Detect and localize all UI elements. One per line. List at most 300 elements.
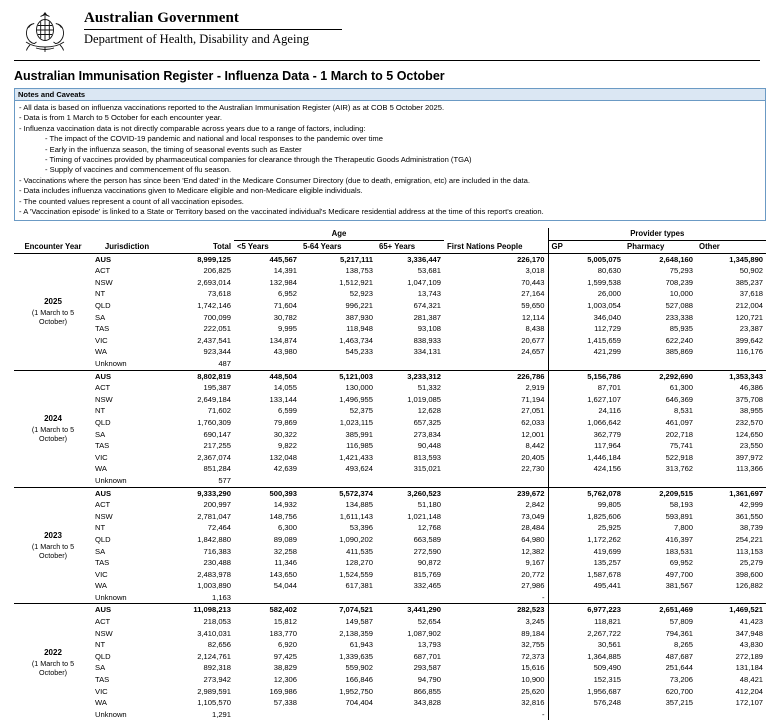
pharmacy-cell: 75,293	[669, 266, 694, 276]
under5-cell: 132,984	[269, 277, 297, 287]
first-nations-cell: 8,442	[525, 441, 545, 451]
pharmacy-cell: 794,361	[665, 628, 694, 638]
first-nations-cell: 22,730	[521, 464, 545, 474]
jurisdiction-cell: ACT	[95, 500, 111, 510]
first-nations-cell: 70,443	[521, 277, 545, 287]
table-row	[14, 709, 766, 721]
age65plus-cell: 343,828	[413, 698, 442, 708]
table-row	[14, 604, 766, 616]
first-nations-cell: 27,051	[521, 406, 545, 416]
age65plus-cell: 12,768	[417, 523, 442, 533]
first-nations-cell: 62,033	[521, 417, 545, 427]
total-cell: 11,098,213	[162, 604, 234, 616]
age65plus-cell: 273,834	[413, 429, 442, 439]
age5to64-cell: 559,902	[345, 663, 373, 673]
year-range: (1 March to 5 October)	[31, 541, 75, 561]
note-line: - The impact of the COVID-19 pandemic and national and local responses to the pandemic over time	[45, 134, 383, 144]
jurisdiction-cell: WA	[95, 698, 107, 708]
table-row	[14, 639, 766, 651]
table-row	[14, 569, 766, 581]
first-nations-cell: 32,755	[521, 640, 545, 650]
gp-cell: 5,156,786	[548, 370, 624, 382]
under5-cell: 71,604	[273, 301, 297, 311]
pharmacy-cell: 75,741	[669, 441, 694, 451]
under5-cell: 9,822	[277, 441, 297, 451]
pharmacy-cell: 2,648,160	[624, 253, 696, 265]
other-cell: 212,004	[735, 301, 764, 311]
jurisdiction-cell: SA	[95, 663, 106, 673]
gp-cell	[548, 592, 624, 604]
under5-cell: 6,300	[277, 523, 297, 533]
total-cell: 72,464	[207, 523, 231, 533]
total-cell: 2,989,591	[197, 686, 231, 696]
age5to64-cell: 53,396	[349, 523, 373, 533]
group-header-age: Age	[234, 228, 444, 240]
jurisdiction-cell: SA	[95, 546, 106, 556]
page-title: Australian Immunisation Register - Influenza Data - 1 March to 5 October	[14, 69, 445, 83]
note-line: - Early in the influenza season, the timing of seasonal events such as Easter	[45, 144, 302, 154]
total-cell: 923,344	[203, 347, 231, 357]
jurisdiction-cell: WA	[95, 464, 107, 474]
column-header-encounter-year: Encounter Year	[14, 241, 92, 254]
jurisdiction-cell: TAS	[95, 441, 110, 451]
table-column-header-row	[14, 241, 766, 254]
jurisdiction-cell: Unknown	[95, 359, 127, 368]
year-value: 2024	[44, 414, 62, 424]
jurisdiction-cell: QLD	[95, 417, 111, 427]
gp-cell: 1,364,885	[548, 651, 624, 663]
age65plus-cell: 332,465	[413, 581, 442, 591]
age5to64-cell	[300, 358, 376, 370]
total-cell: 716,383	[203, 546, 231, 556]
age65plus-cell: 53,681	[417, 266, 442, 276]
age65plus-cell: 93,108	[417, 324, 442, 334]
age5to64-cell	[300, 709, 376, 721]
spacer-cell	[14, 228, 92, 240]
gp-cell: 362,779	[548, 429, 624, 441]
age5to64-cell: 1,090,202	[339, 534, 373, 544]
gp-cell: 5,762,078	[548, 487, 624, 499]
first-nations-cell: 2,842	[525, 500, 545, 510]
table-row	[14, 312, 766, 324]
government-title: Australian Government	[84, 10, 240, 26]
table-row	[14, 522, 766, 534]
table-row	[14, 429, 766, 441]
header-divider	[14, 60, 760, 61]
first-nations-cell: 226,786	[444, 370, 548, 382]
pharmacy-cell: 497,700	[665, 569, 694, 579]
gp-cell: 25,925	[548, 522, 624, 534]
other-cell: 397,972	[735, 452, 764, 462]
pharmacy-cell: 2,651,469	[624, 604, 696, 616]
total-cell: 82,656	[207, 640, 231, 650]
under5-cell: 132,048	[269, 452, 297, 462]
other-cell: 25,279	[739, 558, 764, 568]
table-row	[14, 440, 766, 452]
gp-cell: 87,701	[548, 382, 624, 394]
under5-cell	[234, 475, 300, 487]
total-cell: 195,387	[203, 383, 231, 393]
under5-cell: 38,829	[273, 663, 297, 673]
under5-cell: 500,393	[234, 487, 300, 499]
wordmark-divider	[84, 29, 342, 30]
other-cell: 1,469,521	[696, 604, 766, 616]
first-nations-cell: 27,164	[521, 289, 545, 299]
spacer-cell	[444, 228, 548, 240]
first-nations-cell: 3,018	[525, 266, 545, 276]
note-line: - All data is based on influenza vaccinations reported to the Australian Immunisation Register (AIR) as at COB 5 October 2025.	[19, 103, 445, 112]
age5to64-cell: 545,233	[345, 347, 373, 357]
first-nations-cell: 73,049	[521, 511, 545, 521]
age5to64-cell: 52,923	[349, 289, 373, 299]
other-cell: 399,642	[735, 335, 764, 345]
total-cell: 230,488	[203, 558, 231, 568]
first-nations-cell: 71,194	[521, 394, 545, 404]
gp-cell: 99,805	[548, 499, 624, 511]
pharmacy-cell: 69,952	[669, 558, 694, 568]
under5-cell: 89,089	[273, 534, 297, 544]
jurisdiction-cell: ACT	[95, 266, 111, 276]
spacer-cell	[92, 228, 162, 240]
gp-cell: 509,490	[548, 662, 624, 674]
jurisdiction-cell: VIC	[95, 569, 108, 579]
pharmacy-cell: 461,097	[665, 417, 694, 427]
table-row	[14, 616, 766, 628]
note-line: - Vaccinations where the person has since been 'End dated' in the Medicare Consumer Directory (due to death, emigration, etc) are included in the data.	[19, 175, 530, 185]
table-row	[14, 499, 766, 511]
table-row	[14, 592, 766, 604]
pharmacy-cell: 8,531	[674, 406, 694, 416]
under5-cell: 143,650	[269, 569, 297, 579]
jurisdiction-cell: WA	[95, 347, 107, 357]
age5to64-cell: 385,991	[345, 429, 373, 439]
total-cell: 71,602	[207, 406, 231, 416]
gp-cell: 1,172,262	[548, 534, 624, 546]
age5to64-cell: 617,381	[345, 581, 373, 591]
total-cell: 73,618	[207, 289, 231, 299]
age65plus-cell: 315,021	[413, 464, 442, 474]
age65plus-cell: 3,441,290	[376, 604, 444, 616]
jurisdiction-cell: SA	[95, 429, 106, 439]
age5to64-cell: 130,000	[345, 383, 373, 393]
spacer-cell	[162, 228, 234, 240]
age65plus-cell: 657,325	[413, 417, 442, 427]
under5-cell: 183,770	[269, 628, 297, 638]
jurisdiction-cell: AUS	[92, 253, 162, 265]
total-cell: 2,437,541	[197, 335, 231, 345]
first-nations-cell: 226,170	[444, 253, 548, 265]
age65plus-cell: 1,021,148	[407, 511, 442, 521]
under5-cell: 582,402	[234, 604, 300, 616]
under5-cell: 134,874	[269, 335, 297, 345]
table-row	[14, 265, 766, 277]
jurisdiction-cell: Unknown	[95, 592, 127, 602]
table-row	[14, 511, 766, 523]
pharmacy-cell: 57,809	[669, 617, 694, 627]
under5-cell: 30,782	[273, 312, 297, 322]
first-nations-cell	[444, 358, 548, 370]
other-cell: 375,708	[735, 394, 764, 404]
note-line: - Supply of vaccines and commencement of flu season.	[45, 165, 232, 175]
other-cell: 412,204	[735, 686, 764, 696]
under5-cell: 54,044	[273, 581, 297, 591]
under5-cell: 448,504	[234, 370, 300, 382]
pharmacy-cell: 620,700	[665, 686, 694, 696]
pharmacy-cell: 58,193	[669, 500, 694, 510]
first-nations-cell: 20,677	[521, 335, 545, 345]
gp-cell: 117,964	[548, 440, 624, 452]
year-value: 2023	[44, 531, 62, 541]
first-nations-cell: 24,657	[521, 347, 545, 357]
other-cell: 23,550	[739, 441, 764, 451]
gp-cell: 30,561	[548, 639, 624, 651]
age5to64-cell	[300, 592, 376, 604]
jurisdiction-cell: TAS	[95, 675, 110, 685]
age5to64-cell: 5,572,374	[300, 487, 376, 499]
other-cell: 38,955	[739, 406, 764, 416]
gp-cell: 26,000	[548, 288, 624, 300]
under5-cell: 169,986	[269, 686, 297, 696]
year-block-2025	[14, 253, 766, 370]
jurisdiction-cell: QLD	[95, 651, 111, 661]
jurisdiction-cell: NT	[95, 406, 106, 416]
first-nations-cell	[444, 475, 548, 487]
jurisdiction-cell: NSW	[95, 511, 113, 521]
gp-cell: 419,699	[548, 546, 624, 558]
under5-cell: 14,055	[273, 383, 297, 393]
first-nations-cell: 3,245	[525, 617, 545, 627]
year-label-cell	[14, 253, 92, 370]
gp-cell	[548, 475, 624, 487]
jurisdiction-cell: SA	[95, 312, 106, 322]
age5to64-cell: 387,930	[345, 312, 373, 322]
first-nations-cell: 89,184	[521, 628, 545, 638]
under5-cell: 9,995	[277, 324, 297, 334]
gp-cell: 1,956,687	[548, 686, 624, 698]
gp-cell: 1,825,606	[548, 511, 624, 523]
other-cell: 347,948	[735, 628, 764, 638]
first-nations-cell: 25,620	[521, 686, 545, 696]
age5to64-cell: 5,217,111	[300, 253, 376, 265]
under5-cell: 6,920	[277, 640, 297, 650]
pharmacy-cell: 73,206	[669, 675, 694, 685]
first-nations-cell: 28,484	[521, 523, 545, 533]
total-cell: 1,742,146	[197, 301, 231, 311]
total-cell: 1,105,570	[197, 698, 231, 708]
jurisdiction-cell: TAS	[95, 324, 110, 334]
table-row	[14, 417, 766, 429]
first-nations-cell: 15,616	[521, 663, 545, 673]
gp-cell: 6,977,223	[548, 604, 624, 616]
influenza-data-table	[14, 228, 766, 720]
gp-cell: 576,248	[548, 697, 624, 709]
age5to64-cell: 1,611,143	[339, 511, 373, 521]
total-cell: 217,255	[203, 441, 231, 451]
jurisdiction-cell: NT	[95, 523, 106, 533]
gp-cell: 1,066,642	[548, 417, 624, 429]
jurisdiction-cell: WA	[95, 581, 107, 591]
other-cell: 172,107	[735, 698, 764, 708]
age65plus-cell: 52,654	[417, 617, 442, 627]
first-nations-cell: 10,900	[521, 675, 545, 685]
jurisdiction-cell: ACT	[95, 383, 111, 393]
total-cell: 690,147	[203, 429, 231, 439]
total-cell: 1,842,880	[197, 534, 231, 544]
age65plus-cell: 272,590	[413, 546, 442, 556]
first-nations-cell: 2,919	[525, 383, 545, 393]
column-header-65-plus-years: 65+ Years	[376, 241, 444, 254]
total-cell: 892,318	[203, 663, 231, 673]
under5-cell	[234, 358, 300, 370]
table-row	[14, 323, 766, 335]
age65plus-cell: 838,933	[413, 335, 442, 345]
total-cell: 2,693,014	[197, 277, 231, 287]
age5to64-cell: 128,270	[345, 558, 373, 568]
pharmacy-cell: 233,338	[665, 312, 694, 322]
year-range: (1 March to 5 October)	[31, 424, 75, 444]
jurisdiction-cell: Unknown	[95, 475, 127, 485]
note-line: - Influenza vaccination data is not directly comparable across years due to a range of factors, including:	[19, 123, 366, 133]
total-cell: 222,051	[203, 324, 231, 334]
age65plus-cell: 866,855	[413, 686, 442, 696]
first-nations-cell: 59,650	[521, 301, 545, 311]
total-cell: 3,410,031	[197, 628, 231, 638]
age65plus-cell: 663,589	[413, 534, 442, 544]
age5to64-cell: 5,121,003	[300, 370, 376, 382]
first-nations-cell: 9,167	[525, 558, 545, 568]
under5-cell: 30,322	[273, 429, 297, 439]
table-group-header-row	[14, 228, 766, 240]
pharmacy-cell: 522,918	[665, 452, 694, 462]
age65plus-cell: 94,790	[417, 675, 442, 685]
table-row	[14, 405, 766, 417]
age5to64-cell: 138,753	[345, 266, 373, 276]
under5-cell: 133,144	[269, 394, 297, 404]
first-nations-cell: 20,772	[521, 569, 545, 579]
age5to64-cell: 1,421,433	[339, 452, 373, 462]
jurisdiction-cell: NSW	[95, 394, 113, 404]
table-row	[14, 475, 766, 487]
jurisdiction-cell: QLD	[95, 301, 111, 311]
under5-cell: 12,306	[273, 675, 297, 685]
pharmacy-cell: 381,567	[665, 581, 694, 591]
pharmacy-cell: 85,935	[669, 324, 694, 334]
total-cell: 8,802,819	[162, 370, 234, 382]
other-cell: 272,189	[735, 651, 764, 661]
gp-cell: 424,156	[548, 463, 624, 475]
other-cell: 254,221	[735, 534, 764, 544]
under5-cell: 14,391	[273, 266, 297, 276]
government-header	[0, 0, 774, 58]
total-cell: 487	[218, 359, 231, 368]
pharmacy-cell: 622,240	[665, 335, 694, 345]
table-row	[14, 346, 766, 358]
other-cell	[696, 358, 766, 370]
pharmacy-cell: 385,869	[665, 347, 694, 357]
first-nations-cell: 12,001	[521, 429, 545, 439]
age65plus-cell	[376, 475, 444, 487]
first-nations-cell: 72,373	[521, 651, 545, 661]
age65plus-cell: 1,087,902	[407, 628, 442, 638]
gp-cell: 1,446,184	[548, 452, 624, 464]
group-header-provider-types: Provider types	[548, 228, 766, 240]
other-cell	[696, 475, 766, 487]
year-range: (1 March to 5 October)	[31, 307, 75, 327]
total-cell: 200,997	[203, 500, 231, 510]
jurisdiction-cell: ACT	[95, 617, 111, 627]
pharmacy-cell	[624, 475, 696, 487]
table-row	[14, 382, 766, 394]
total-cell: 1,003,890	[197, 581, 231, 591]
first-nations-cell: 64,980	[521, 534, 545, 544]
pharmacy-cell: 8,265	[674, 640, 694, 650]
pharmacy-cell: 2,209,515	[624, 487, 696, 499]
age5to64-cell: 149,587	[345, 617, 373, 627]
under5-cell: 6,952	[277, 289, 297, 299]
column-header-total: Total	[162, 241, 234, 254]
other-cell: 124,650	[735, 429, 764, 439]
age5to64-cell: 1,339,635	[339, 651, 373, 661]
age5to64-cell: 134,885	[345, 500, 373, 510]
gp-cell: 5,005,075	[548, 253, 624, 265]
age5to64-cell: 166,846	[345, 675, 373, 685]
gp-cell: 80,630	[548, 265, 624, 277]
pharmacy-cell: 202,718	[665, 429, 694, 439]
table-row	[14, 277, 766, 289]
notes-and-caveats-box	[14, 88, 766, 221]
notes-body	[15, 101, 765, 220]
pharmacy-cell	[624, 592, 696, 604]
age65plus-cell	[376, 709, 444, 721]
jurisdiction-cell: VIC	[95, 452, 108, 462]
age5to64-cell: 411,535	[346, 546, 373, 556]
age65plus-cell: 293,587	[413, 663, 442, 673]
first-nations-cell: -	[541, 709, 545, 719]
under5-cell: 6,599	[277, 406, 297, 416]
note-line: - The counted values represent a count of all vaccination episodes.	[19, 196, 244, 206]
table-row	[14, 546, 766, 558]
table-row	[14, 358, 766, 370]
under5-cell: 32,258	[273, 546, 297, 556]
pharmacy-cell	[624, 358, 696, 370]
column-header-under-5-years: <5 Years	[234, 241, 300, 254]
age65plus-cell	[376, 358, 444, 370]
first-nations-cell: 282,523	[444, 604, 548, 616]
age5to64-cell: 52,375	[349, 406, 373, 416]
first-nations-cell: 12,382	[521, 546, 545, 556]
other-cell: 42,999	[739, 500, 764, 510]
gp-cell: 152,315	[548, 674, 624, 686]
pharmacy-cell: 183,531	[665, 546, 694, 556]
notes-heading: Notes and Caveats	[15, 89, 765, 101]
other-cell: 1,345,890	[696, 253, 766, 265]
other-cell: 46,386	[739, 383, 764, 393]
jurisdiction-cell: VIC	[95, 686, 108, 696]
total-cell: 1,760,309	[197, 417, 231, 427]
year-value: 2025	[44, 297, 62, 307]
first-nations-cell: 27,986	[521, 581, 545, 591]
age65plus-cell: 334,131	[413, 347, 442, 357]
table-row	[14, 394, 766, 406]
first-nations-cell: 239,672	[444, 487, 548, 499]
age65plus-cell: 687,701	[413, 651, 442, 661]
jurisdiction-cell: NT	[95, 289, 106, 299]
gp-cell: 421,299	[548, 346, 624, 358]
age5to64-cell: 116,985	[346, 441, 373, 451]
age65plus-cell	[376, 592, 444, 604]
table-row	[14, 534, 766, 546]
first-nations-cell: 32,816	[521, 698, 545, 708]
